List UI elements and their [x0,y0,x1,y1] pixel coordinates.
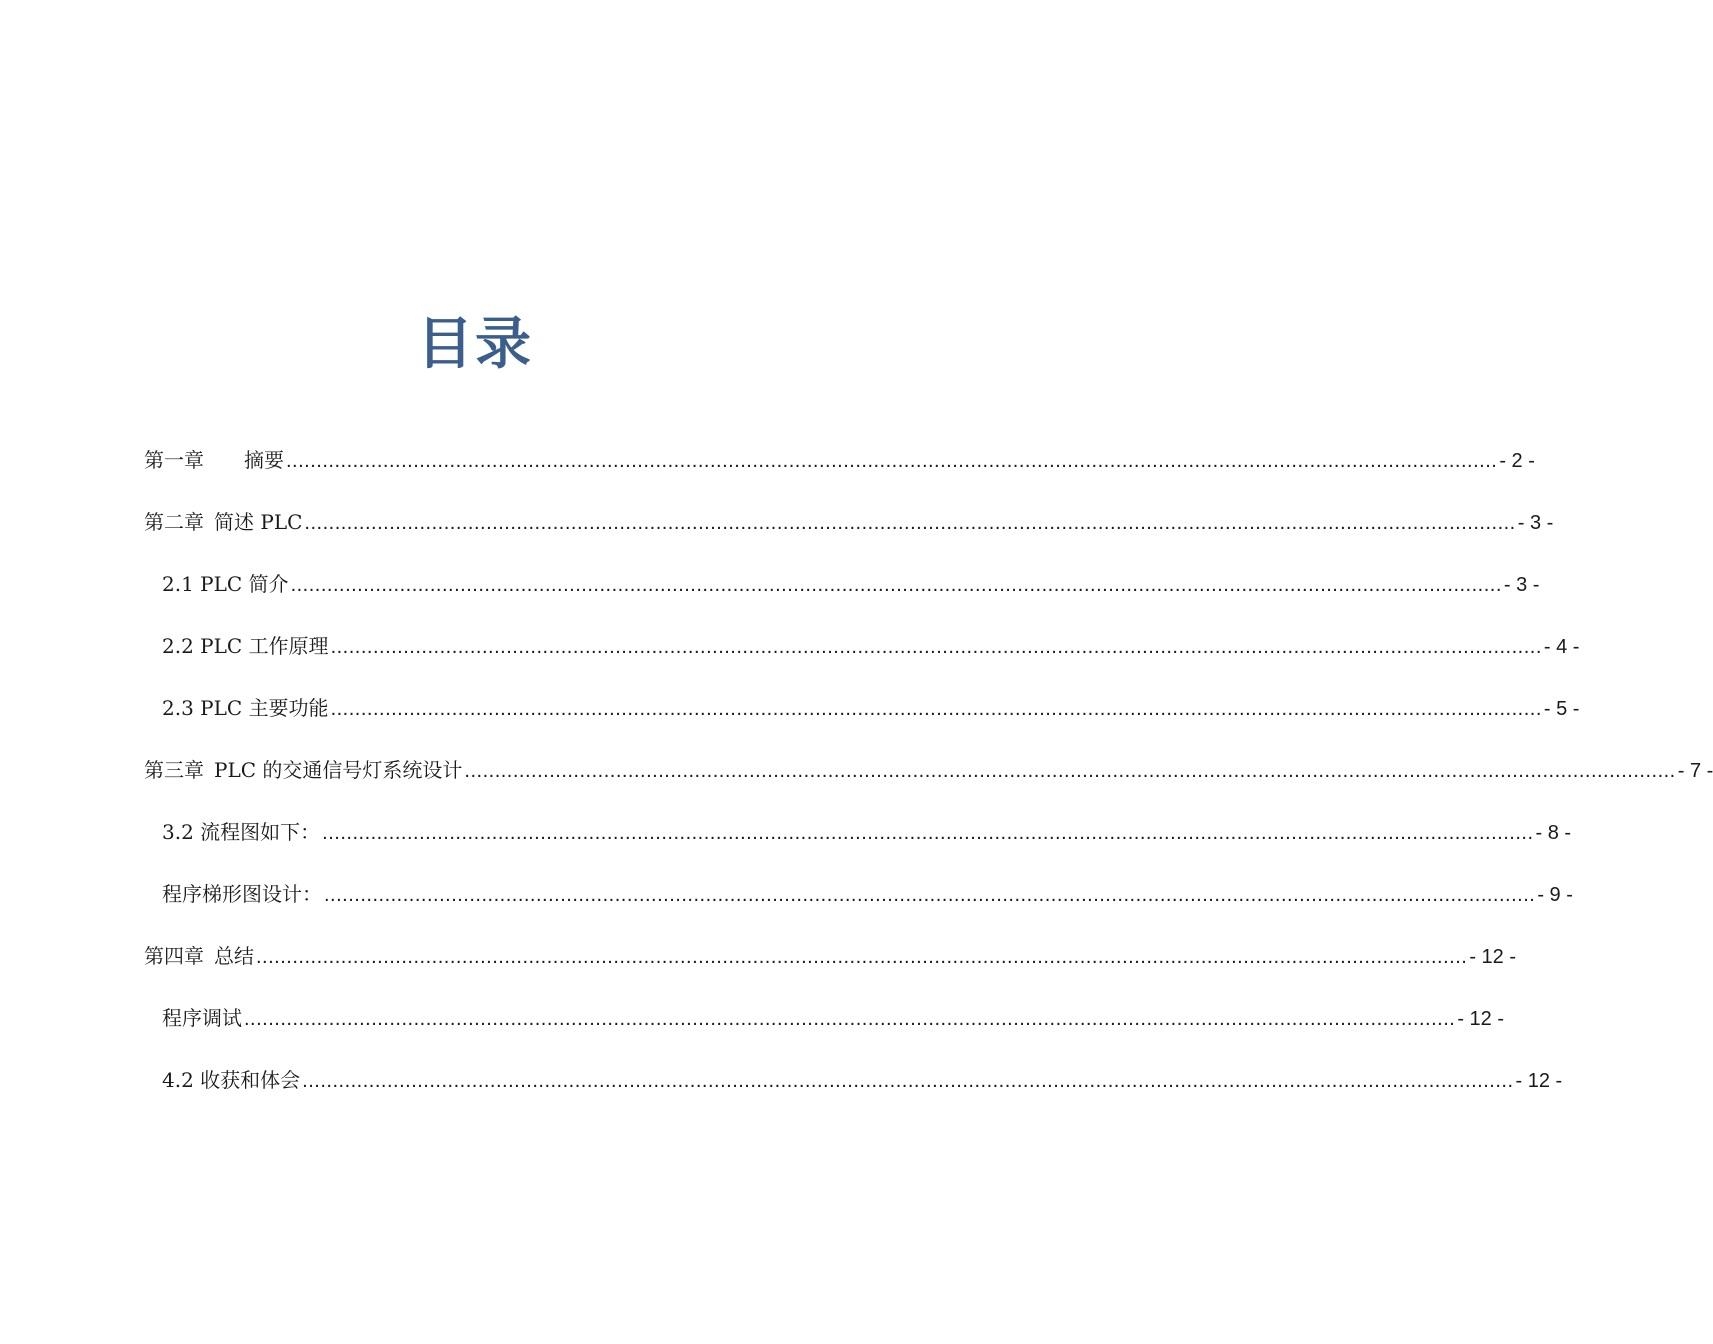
toc-leader-dots: ........................................................................................................................................................................................................ [464,760,1676,782]
toc-entry-label: 2.1 PLC 简介 [162,572,289,596]
toc-entry-page: - 9 - [1537,884,1573,906]
toc-leader-dots: ........................................................................................................................................................................................................ [256,946,1468,968]
toc-entry-page: - 2 - [1499,450,1535,472]
toc-entry-section-4-2[interactable] [162,1060,1563,1100]
toc-entry-label: 2.2 PLC 工作原理 [162,634,329,658]
toc-leader-dots: ........................................................................................................................................................................................................ [244,1008,1456,1030]
toc-entry-section-2-3[interactable] [162,688,1580,728]
toc-leader-dots: ........................................................................................................................................................................................................ [302,1070,1514,1092]
toc-entry-page: - 5 - [1543,698,1580,720]
toc-entry-chapter-2[interactable] [144,502,1554,542]
toc-entry-label: 第三章 PLC 的交通信号灯系统设计 [144,758,463,782]
toc-entry-chapter-4[interactable] [144,936,1517,976]
toc-entry-chapter-3[interactable] [144,750,1713,790]
toc-entry-label: 第二章 简述 PLC [144,510,303,534]
toc-leader-dots: ........................................................................................................................................................................................................ [324,884,1536,906]
toc-entry-section-2-1[interactable] [162,564,1540,604]
toc-leader-dots: ........................................................................................................................................................................................................ [290,574,1502,596]
toc-entry-page: - 12 - [1469,946,1517,968]
toc-leader-dots: ........................................................................................................................................................................................................ [330,698,1542,720]
toc-leader-dots: ........................................................................................................................................................................................................ [286,450,1498,472]
toc-entry-page: - 7 - [1677,760,1713,782]
toc-entry-label: 第四章 总结 [144,944,254,968]
toc-entry-page: - 4 - [1543,636,1580,658]
toc-entry-label: 2.3 PLC 主要功能 [162,696,329,720]
toc-entry-label: 第一章 摘要 [144,448,284,472]
toc-entry-label: 4.2 收获和体会 [162,1068,301,1092]
toc-entry-page: - 3 - [1517,512,1554,534]
toc-entry-page: - 3 - [1503,574,1540,596]
toc-entry-label: 程序梯形图设计： [162,882,322,906]
page-title: 目录 [417,311,533,377]
toc-entry-chapter-1[interactable] [144,440,1535,480]
toc-leader-dots: ........................................................................................................................................................................................................ [304,512,1516,534]
toc-entry-page: - 12 - [1515,1070,1563,1092]
toc-entry-label: 3.2 流程图如下： [162,820,321,844]
toc-leader-dots: ........................................................................................................................................................................................................ [330,636,1542,658]
toc-leader-dots: ........................................................................................................................................................................................................ [322,822,1534,844]
toc-entry-section-debugging[interactable] [162,998,1505,1038]
toc-entry-label: 程序调试 [162,1006,242,1030]
toc-entry-section-ladder-design[interactable] [162,874,1573,914]
toc-entry-page: - 8 - [1535,822,1572,844]
toc-entry-section-3-2[interactable] [162,812,1572,852]
toc-entry-section-2-2[interactable] [162,626,1580,666]
toc-entry-page: - 12 - [1457,1008,1505,1030]
